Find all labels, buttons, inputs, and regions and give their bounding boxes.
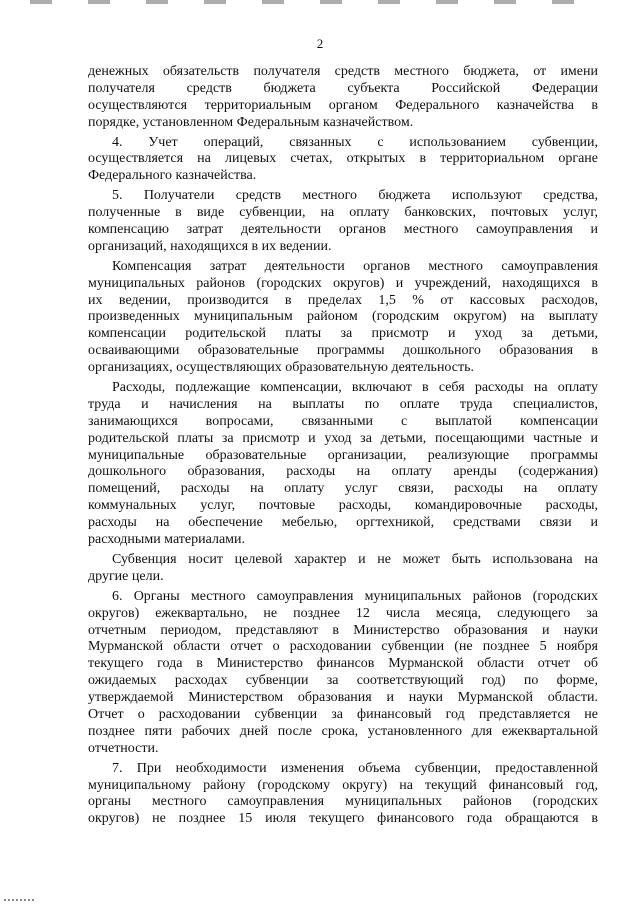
text-line: округов) не позднее 15 июля текущего финансового года обращаются в xyxy=(88,811,598,827)
text-line: труда и начисления на выплаты по оплате труда специалистов, xyxy=(88,396,598,412)
text-line: муниципальные образовательные организации, реализующие программы xyxy=(88,447,598,463)
text-line: помещений, расходы на оплату услуг связи, расходы на оплату xyxy=(88,481,598,497)
text-line: осуществляются территориальным органом Федерального казначейства в xyxy=(88,97,598,113)
text-line: коммунальных услуг, почтовые расходы, командировочные расходы, xyxy=(88,498,598,514)
paragraph-6-reporting xyxy=(88,589,598,758)
text-line: полученные в виде субвенции, на оплату банковских, почтовых услуг, xyxy=(88,205,598,221)
text-line: Федерального казначейства. xyxy=(88,168,257,184)
text-line: дошкольного образования, расходы на оплату аренды (содержания) xyxy=(88,464,598,480)
text-line: денежных обязательств получателя средств местного бюджета, от имени xyxy=(88,64,598,79)
text-line: получателя средств бюджета субъекта Российской Федерации xyxy=(88,80,598,96)
text-line: Расходы, подлежащие компенсации, включают в себя расходы на оплату xyxy=(112,380,598,396)
text-line: муниципальному району (городскому округу) на текущий финансовый год, xyxy=(88,777,598,793)
text-line: родительской платы за присмотр и уход за детьми, посещающими частные и xyxy=(88,430,598,446)
text-line: расходы на обеспечение мебелью, оргтехникой, средствами связи и xyxy=(88,515,598,531)
text-line: 5. Получатели средств местного бюджета используют средства, xyxy=(112,188,598,204)
text-line: произведенных муниципальным районом (городским округом) на выплату xyxy=(88,309,598,325)
text-line: расходными материалами. xyxy=(88,532,246,548)
text-line: компенсации родительской платы за присмотр и уход за детьми, xyxy=(88,326,598,342)
text-line: Субвенция носит целевой характер и не может быть использована на xyxy=(112,551,598,567)
text-line: позднее пяти рабочих дней после срока, установленного для ежеквартальной xyxy=(88,723,598,739)
text-line: Компенсация затрат деятельности органов местного самоуправления xyxy=(112,258,598,274)
text-line: другие цели. xyxy=(88,568,164,584)
paragraph-purpose xyxy=(88,552,598,586)
text-line: их ведении, производится в пределах 1,5 % от кассовых расходов, xyxy=(88,292,598,308)
paragraph-expenses xyxy=(88,380,598,549)
text-line: 7. При необходимости изменения объема субвенции, предоставленной xyxy=(112,760,598,776)
text-line: компенсацию затрат деятельности органов местного самоуправления и xyxy=(88,222,598,238)
text-line: органы местного самоуправления муниципальных районов (городских xyxy=(88,794,598,810)
document-body xyxy=(88,64,598,828)
text-line: организациях, осуществляющих образовательную деятельность. xyxy=(88,360,474,376)
text-line: ожидаемых расходах субвенции за соответствующий год) по форме, xyxy=(88,673,598,689)
text-line: 4. Учет операций, связанных с использованием субвенции, xyxy=(112,134,598,150)
paragraph-payment-obligations xyxy=(88,64,598,132)
paragraph-5-recipients xyxy=(88,188,598,256)
text-line: порядке, установленном Федеральным казначейством. xyxy=(88,114,414,130)
paragraph-7-changes xyxy=(88,761,598,829)
text-line: текущего года в Министерство финансов Мурманской области отчет об xyxy=(88,656,598,672)
text-line: утверждаемой Министерством образования и науки Мурманской области. xyxy=(88,690,598,706)
text-line: осуществляется на лицевых счетах, открытых в территориальном органе xyxy=(88,151,598,167)
text-line: муниципальных районов (городских округов) и учреждений, находящихся в xyxy=(88,275,598,291)
text-line: организаций, находящихся в их ведении. xyxy=(88,238,332,254)
text-line: 6. Органы местного самоуправления муниципальных районов (городских xyxy=(112,588,598,604)
text-line: осваивающими образовательные программы дошкольного образования в xyxy=(88,343,598,359)
text-line: округов) ежеквартально, не позднее 12 числа месяца, следующего за xyxy=(88,605,598,621)
text-line: занимающихся вопросами, связанными с выплатой компенсации xyxy=(88,413,598,429)
paragraph-compensation xyxy=(88,259,598,377)
paragraph-4-accounting xyxy=(88,135,598,186)
text-line: Мурманской области отчет о расходовании субвенции (не позднее 5 ноября xyxy=(88,639,598,655)
text-line: отчетности. xyxy=(88,740,159,756)
text-line: Отчет о расходовании субвенции за финансовый год представляется не xyxy=(88,706,598,722)
page-number: 2 xyxy=(316,36,324,51)
scan-top-edge xyxy=(30,0,610,4)
text-line: отчетным периодом, представляют в Министерство образования и науки xyxy=(88,622,598,638)
scan-bottom-mark xyxy=(4,899,36,901)
